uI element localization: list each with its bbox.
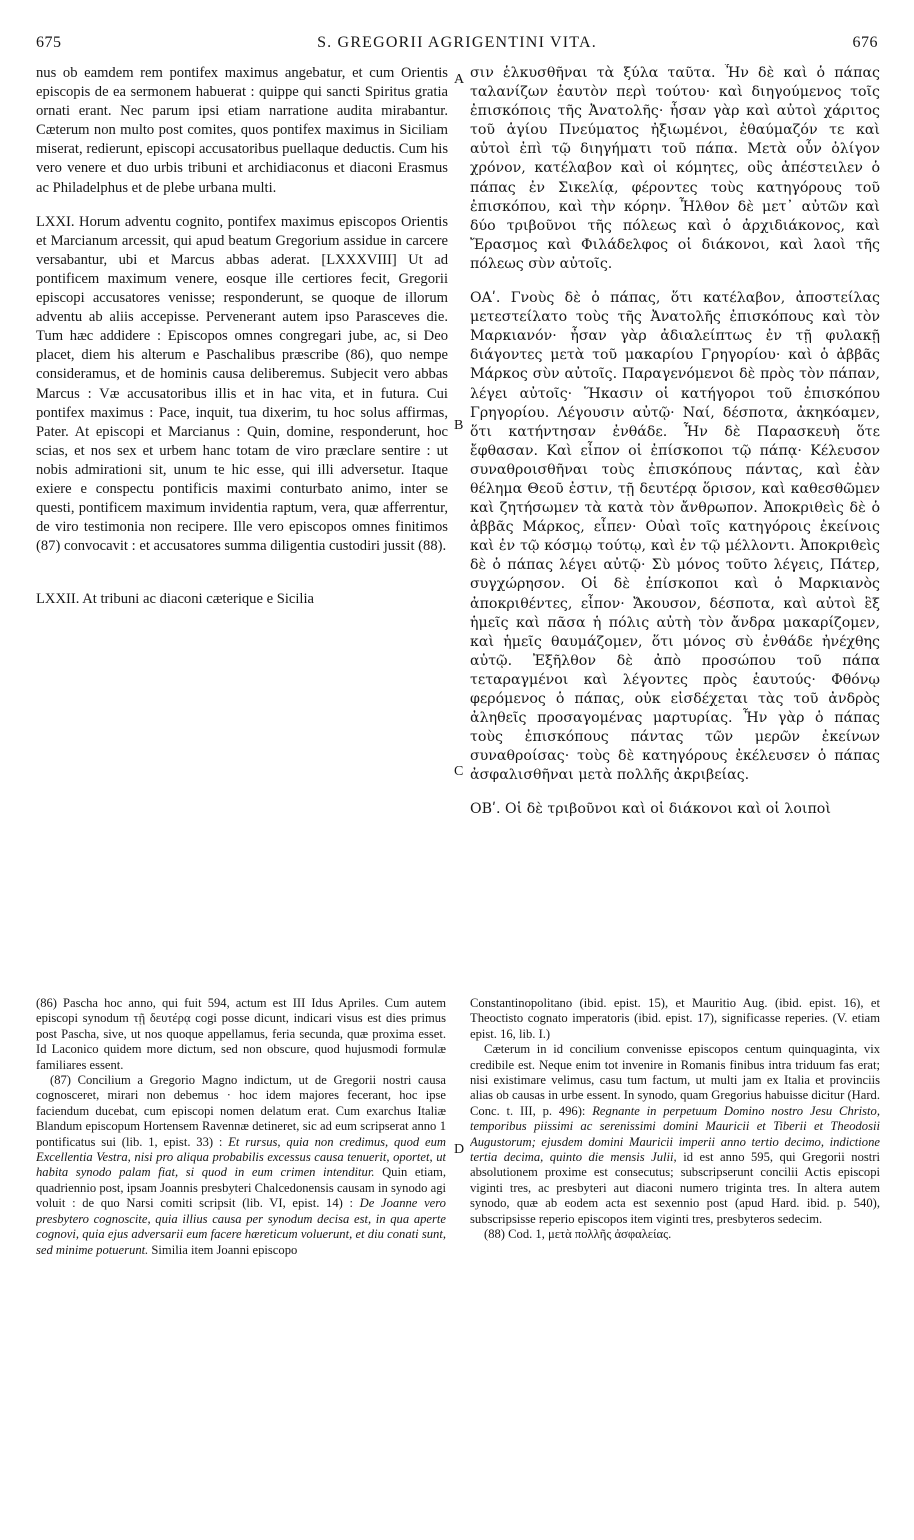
latin-paragraph: LXXI. Horum adventu cognito, pontifex maximus episcopos Orientis et Marcianum arcessit, qui apud beatum Gregorium assidue in carcere versabantur, ubi et Marcus abbas aderat. [LXXXVIII] Ut ad pontificem maximum venere, eosque ille certiores fecit, Gregorii episcopi accusatores venisse; responderunt, se quoque de illorum adventu ab aliis accepisse. Pervenerant autem ipso Parasceves die. Tum hæc addidere : Episcopos omnes congregari jube, ac, si Deo placet, diem his alterum e Paschalibus præscribe (86), quo nempe consideramus, et de hominis causa deliberemus. Subjecit vero abbas Marcus : Væ accusatoribus illis et in hac vita, et in futura. Cui pontifex maximus : Pace, inquit, tua dixerim, tu hoc solus affirmas, Pater. At episcopi et Marcianus : Quin, domine, responderunt, hoc scias, et nos sex et urbem hanc totam de viro præclare sentire : ut nobis admirationi sit, unum te hic esse, qui illi adversetur. Itaque exiere e conspectu pontificis maximi conturbato animo, inter se questi, pontificem maximum invidentia raptum, vera, quæ afferrentur, de viro testimonia non recipere. Ille vero episcopos omnes finitimos (87) convocavit : et accusatores summa diligentia custodiri jussit (88). <box>36 213 448 555</box>
footnote: (87) Concilium a Gregorio Magno indictum, ut de Gregorii nostri causa cognosceret, mirari non debemus · hoc idem majores fecerant, hoc ipse faciendum ducebat, cum episcopi nomen delatum erat. Cum exarchus Italiæ Blandum episcopum Hortensem Ravennæ detineret, sic ad eum scripserat anno 1 pontificatus sui (lib. 1, epist. 33) : Et rursus, quia non credimus, quod eum Excellentia Vestra, nisi pro aliqua probabilis excessus causa tenuerit, oportet, ut habita synodo palam fiat, si quod in eum crimen intenditur. Quin etiam, quadriennio post, ipsam Joannis presbyteri Chalcedonensis causam in synodo agi voluit : de quo Narsi comiti scripsit (lib. VI, epist. 14) : De Joanne vero presbytero cognoscite, quia illius causa per synodum decisa est, in qua aperte cognovi, quia ejus adversarii eum facere hæreticum voluerunt, et diu conati sunt, sed minime potuerunt. Similia item Joanni episcopo <box>36 1073 446 1257</box>
margin-letter-a: A <box>454 72 465 87</box>
footnotes-right <box>470 996 880 1516</box>
margin-letter-d: D <box>454 1142 465 1157</box>
footnote: Constantinopolitano (ibid. epist. 15), et Mauritio Aug. (ibid. epist. 16), et Theoctisto cognato imperatoris (ibid. epist. 17), significasse reperies. (V. etiam epist. 16, lib. I.) <box>470 996 880 1041</box>
greek-paragraph: ΟΑʹ. Γνοὺς δὲ ὁ πάπας, ὅτι κατέλαβον, ἀποστείλας μετεστείλατο τοὺς τῆς Ἀνατολῆς ἐπισκόπους καὶ τὸν Μαρκιανόν· ἦσαν γὰρ ἀδιαλείπτως ἐν τῇ φυλακῇ διάγοντες μετὰ τοῦ μακαρίου Γρηγορίου· καὶ ὁ ἀββᾶς Μάρκος σὺν αὐτοῖς. Παραγενόμενοι δὲ πρὸς τὸν πάπαν, λέγει αὐτοῖς· Ἥκασιν οἱ κατήγοροι τοῦ ἐπισκόπου Γρηγορίου. Λέγουσιν αὐτῷ· Ναί, δέσποτα, ἀκηκόαμεν, ὅτι κατήντησαν ἐνθάδε. Ἦν δὲ Παρασκευὴ ὅτε ἔφθασαν. Καὶ εἶπον οἱ ἐπίσκοποι τῷ πάπᾳ· Κέλευσον συναθροισθῆναι τοὺς ἐπισκόπους πάντας, καὶ ἐὰν θέλημα Θεοῦ ἐστιν, τῇ δευτέρᾳ ὅρισον, καὶ καθεσθῶμεν καὶ ζητήσωμεν τὰ κατὰ τὸν ἄνθρωπον. Ἀποκριθεὶς δὲ ὁ ἀββᾶς Μάρκος, εἶπεν· Οὐαὶ τοῖς κατηγόροις ἐκείνοις καὶ ἐν τῷ κόσμῳ τούτῳ, καὶ ἐν τῷ μέλλοντι. Ἀποκριθεὶς δὲ ὁ πάπας λέγει αὐτῷ· Σὺ μόνος τοῦτο λέγεις, Πάτερ, συγχώρησον. Οἱ δὲ ἐπίσκοποι καὶ ὁ Μαρκιανὸς ἀποκριθέντες, εἶπον· Ἄκουσον, δέσποτα, καὶ αὐτοὶ ἓξ ἡμεῖς καὶ πᾶσα ἡ πόλις αὐτὴ τὸν ἄνδρα μακαρίζομεν, καὶ ἡμεῖς θαυμάζομεν, ὅτι μόνος σὺ ἐνθάδε ἠνέχθης αὐτῷ. Ἐξῆλθον δὲ ἀπὸ προσώπου τοῦ πάπα τεταραγμένοι καὶ λέγοντες πρὸς ἑαυτούς· Φθόνῳ φερόμενος ὁ πάπας, οὐκ εἰσδέχεται τὰς τοῦ ἀνδρὸς ἀληθεῖς προσαγομένας μαρτυρίας. Ἦν γὰρ ὁ πάπας τοὺς ἐπισκόπους πάντας τῶν μερῶν ἐκείνων συναθροίσας· τοὺς δὲ κατηγόρους ἐκέλευσεν ὁ πάπας ἀσφαλισθῆναι μετὰ πολλῆς ἀκριβείας. <box>470 290 880 784</box>
greek-paragraph: σιν ἑλκυσθῆναι τὰ ξύλα ταῦτα. Ἦν δὲ καὶ ὁ πάπας ταλανίζων ἑαυτὸν περὶ τούτου· καὶ διηγούμενος τοῖς ἐπισκόποις τῆς Ἀνατολῆς· ἦσαν γὰρ καὶ αὐτοὶ χάριτος τοῦ ἁγίου Πνεύματος ἠξιωμένοι, ἐθαύμαζόν τε καὶ αὐτοὶ ἐπὶ τῷ διηγήματι τοῦ πάπα. Μετὰ οὖν ὀλίγον χρόνον, κατέλαβον καὶ οἱ κόμητες, οὓς ἀπέστειλεν ὁ πάπας ἐν Σικελίᾳ, φέροντες τοὺς κατηγόρους τοῦ ἐπισκόπου, καὶ τὴν κόρην. Ἦλθον δὲ μετ᾽ αὐτῶν καὶ δύο τριβοῦνοι τῆς πόλεως καὶ ὁ ἀρχιδιάκονος, καὶ Ἔρασμος καὶ Φιλάδελφος οἱ διάκονοι, καὶ λαοὶ τῆς πόλεως σὺν αὐτοῖς. <box>470 65 880 272</box>
footnote: (86) Pascha hoc anno, qui fuit 594, actum est III Idus Apriles. Cum autem episcopi synodum τῇ δευτέρᾳ cogi posse dicunt, indicari visus est dies primus post Pascha, sive, ut nos quoque appellamus, feria secunda, quæ proxima esset. Id Laconico quidem more dictum, sed non obscure, quod hujusmodi formulæ familiares essent. <box>36 996 446 1072</box>
margin-letter-c: C <box>454 764 464 779</box>
greek-column <box>470 64 880 974</box>
latin-paragraph: nus ob eamdem rem pontifex maximus angebatur, et cum Orientis episcopis de ea sermonem habuerat : quippe qui sancti Spiritus gratia ornati erant. Nec parum ipsi etiam narratione audita mirabantur. Cæterum non multo post comites, quos pontifex maximus in Siciliam miserat, redierunt, episcopi accusatoribus puellaque deductis. Cum his vero venere et duo urbis tribuni et archidiaconus et diaconi Erasmus ac Philadelphus et de plebe urbana multi. <box>36 65 448 196</box>
latin-paragraph: LXXII. At tribuni ac diaconi cæterique e Sicilia <box>36 591 315 608</box>
page-number-left: 675 <box>36 34 62 51</box>
divider <box>36 986 880 987</box>
running-title: S. GREGORII AGRIGENTINI VITA. <box>317 34 597 51</box>
footnote: Cæterum in id concilium convenisse episcopos centum quinquaginta, vix credibile est. Neque enim tot invenire in Romanis finibus intra triduum fas erat; nisi existimare velimus, casu tum factum, ut multi jam ex Italia et provinciis alias ob causas in urbe essent. In synodo, quam Gregorius habuisse dicitur (Hard. Conc. t. III, p. 496): Regnante in perpetuum Domino nostro Jesu Christo, temporibus piissimi ac serenissimi domini Mauricii et Tiberii et Theodosii Augustorum; ejusdem domini Mauricii imperii anno tertio decimo, indictione tertia decima, quinto die mensis Julii, id est anno 595, qui Gregorii nostri absolutionem proxime est consecutus; subscripserunt concilii Actis episcopi viginti tres, ac presbyteri aut diaconi numero triginta tres. In altera autem synodo, quæ ab eodem acta est sexennio post (apud Hard. ibid. p. 540), subscripsisse reperio episcopos item viginti tres, presbyteros sedecim. <box>470 1042 880 1226</box>
latin-column <box>36 64 448 974</box>
footnote: (88) Cod. 1, μετὰ πολλῆς ἀσφαλείας. <box>484 1227 672 1242</box>
page-number-right: 676 <box>852 34 878 51</box>
margin-letter-b: B <box>454 418 464 433</box>
greek-paragraph: ΟΒʹ. Οἱ δὲ τριβοῦνοι καὶ οἱ διάκονοι καὶ οἱ λοιποὶ <box>470 801 831 818</box>
footnotes-left <box>36 996 446 1516</box>
